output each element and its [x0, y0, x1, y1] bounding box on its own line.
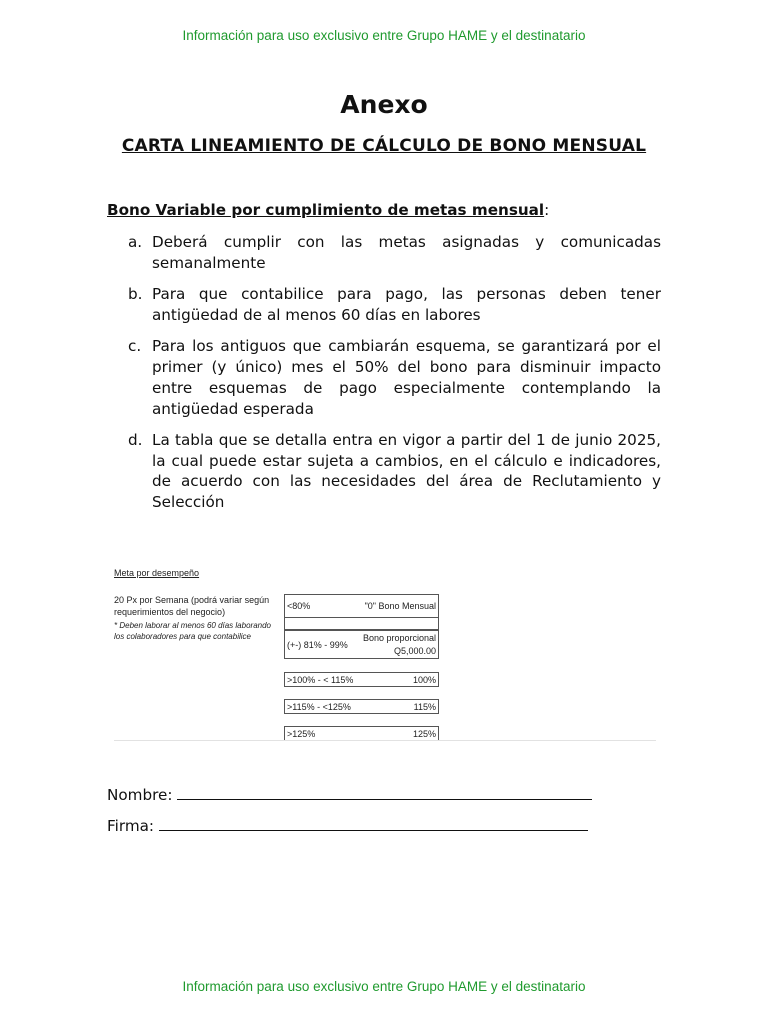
footer-confidentiality-note: Información para uso exclusivo entre Grupo HAME y el destinatario: [182, 979, 586, 994]
section-heading: [107, 201, 549, 219]
table-row-value: "0" Bono Mensual: [364, 601, 436, 611]
list-marker: c.: [128, 337, 142, 356]
table-description: 20 Px por Semana (podrá variar según requerimientos del negocio): [114, 595, 270, 617]
divider: [114, 740, 656, 741]
list-item-text: Deberá cumplir con las metas asignadas y comunicadas semanalmente: [152, 233, 661, 272]
name-signature-line: [107, 785, 592, 804]
table-row: [284, 594, 439, 618]
table-row-value: 115%: [413, 702, 436, 712]
name-label: Nombre:: [107, 786, 173, 804]
list-item-text: Para los antiguos que cambiarán esquema, se garantizará por el primer (y único) mes el 50% del bono para disminuir impacto entre esquemas de pago especialmente contemplando la antigüedad esperada: [152, 337, 661, 418]
table-row: [284, 672, 439, 687]
table-row-value-amount: Q5,000.00: [393, 646, 436, 656]
firma-blank-line: [159, 816, 588, 831]
requirements-list: [107, 232, 661, 524]
table-row-range: >115% - <125%: [287, 702, 351, 712]
table-row: [284, 699, 439, 714]
firma-label: Firma:: [107, 817, 155, 835]
list-marker: d.: [128, 430, 143, 449]
list-marker: b.: [128, 285, 143, 304]
list-item-text: La tabla que se detalla entra en vigor a partir del 1 de junio 2025, la cual puede estar sujeta a cambios, en el cálculo e indicadores, de acuerdo con las necesidades del área de Reclutamiento y Selección: [152, 430, 661, 512]
bonus-table-image: [114, 558, 656, 742]
table-row-range: <80%: [287, 601, 311, 611]
table-row: [284, 630, 439, 659]
list-item: [107, 284, 661, 326]
list-marker: a.: [128, 233, 143, 251]
name-blank-line: [177, 785, 592, 800]
page-title: Anexo: [340, 90, 428, 119]
list-item: [107, 430, 661, 513]
table-row-spacer: [284, 618, 439, 630]
header-confidentiality-note: Información para uso exclusivo entre Grupo HAME y el destinatario: [182, 28, 586, 43]
list-item-text: Para que contabilice para pago, las personas deben tener antigüedad de al menos 60 días en labores: [152, 285, 661, 324]
table-row: [284, 726, 439, 741]
table-row-value: Bono proporcional: [362, 633, 436, 643]
table-row-range: >100% - < 115%: [287, 675, 354, 685]
list-item: [107, 336, 661, 419]
table-note: * Deben laborar al menos 60 días laborando los colaboradores para que contabilice: [114, 621, 271, 641]
table-row-range: >125%: [287, 729, 316, 739]
section-heading-text: Bono Variable por cumplimiento de metas mensual: [107, 201, 545, 219]
document-subtitle: CARTA LINEAMIENTO DE CÁLCULO DE BONO MENSUAL: [121, 136, 647, 156]
list-item: [107, 232, 661, 274]
table-row-value: 100%: [412, 675, 436, 685]
firm-signature-line: [107, 816, 588, 835]
table-row-range: (+-) 81% - 99%: [287, 640, 348, 650]
table-heading: Meta por desempeño: [114, 568, 200, 578]
table-row-value: 125%: [412, 729, 436, 739]
section-heading-suffix: :: [544, 201, 550, 219]
